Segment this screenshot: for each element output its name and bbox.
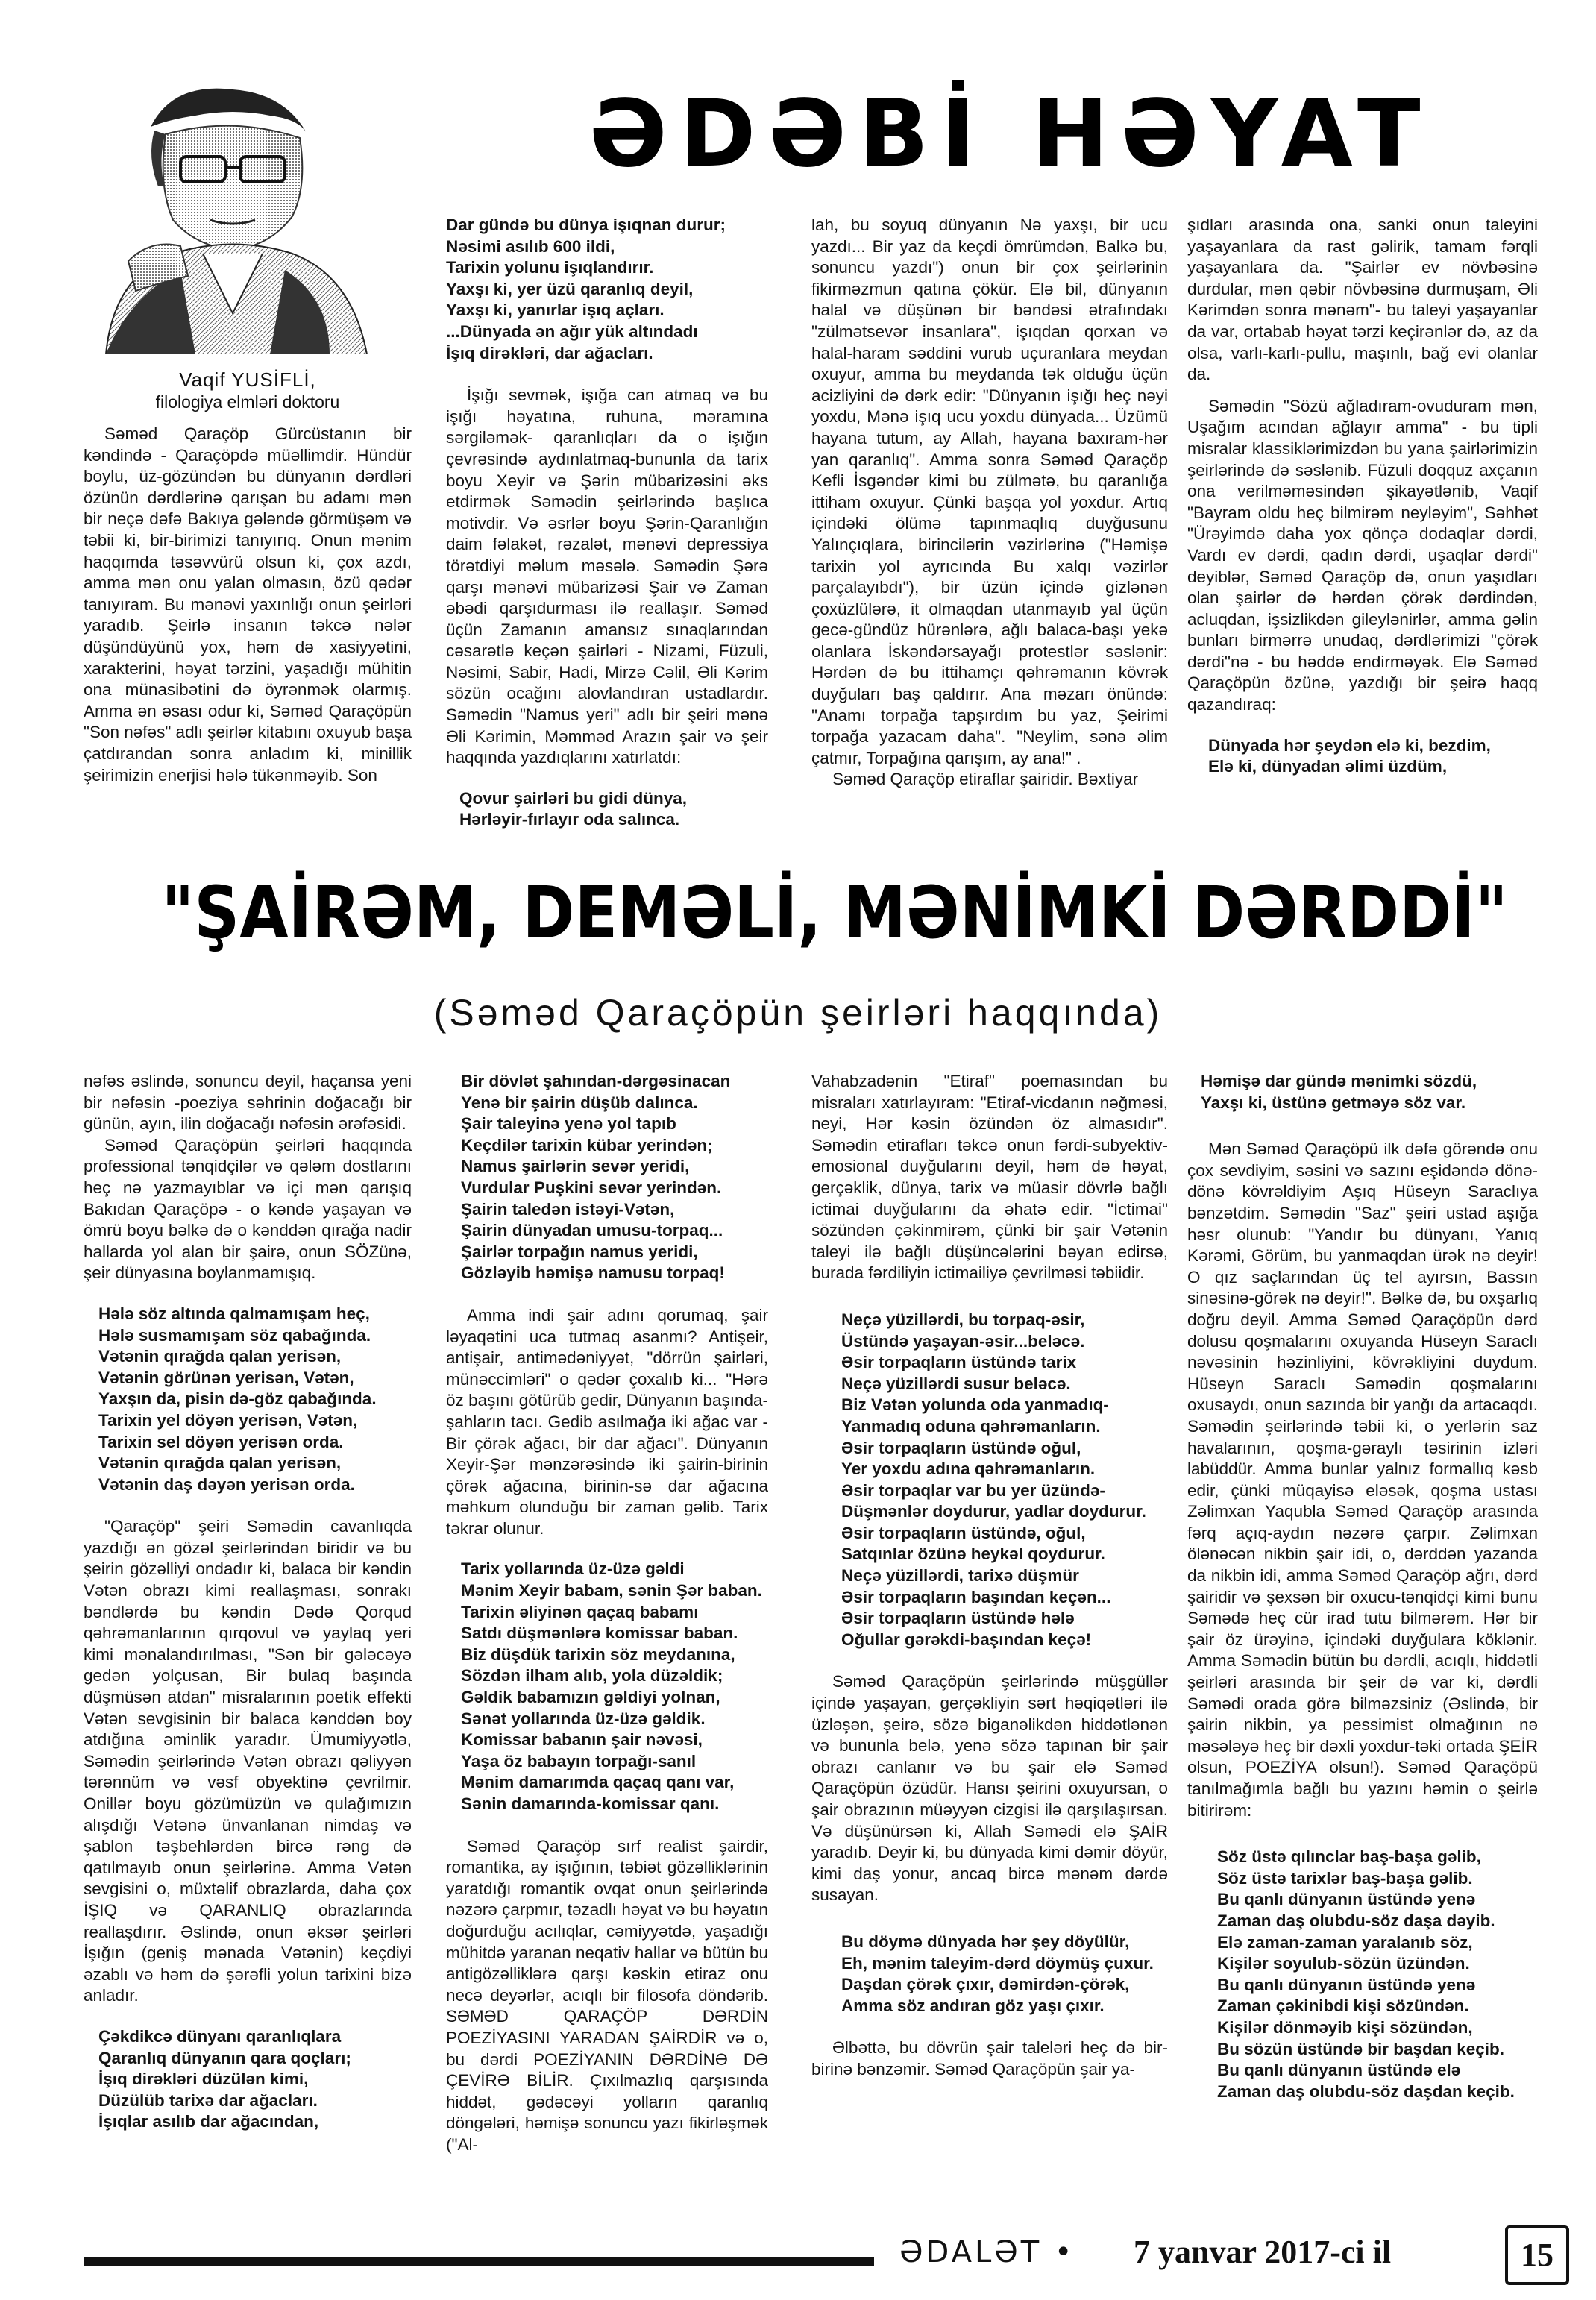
verse-line: Söz üstə tarixlər baş-başa gəlib. bbox=[1217, 1868, 1473, 1888]
verse-line: Düzülüb tarixə dar ağacları. bbox=[98, 2090, 318, 2110]
verse-line: Bu qanlı dünyanın üstündə elə bbox=[1217, 2061, 1461, 2080]
verse-line: Komissar babanın şair nəvəsi, bbox=[461, 1730, 703, 1750]
paragraph: Səməd Qaraçöp etiraflar şairidir. Bəxtiyar bbox=[832, 770, 1139, 789]
paragraph: lah, bu soyuq dünyanın Nə yaxşı, bir ucu yazdı... Bir yaz da keçdi ömrümdən, Balkə bu, sonuncu yazdı") onun bir çox şeirlərinin fikirməzmun qatına çökür. Elə bil, dünyanın halal və düşünən bir bəndəsi ətrafındakı "zülmətsevər insanlara", işıqdan qorxan və halal-haram səddini vurub uçuranlara meydan oxuyur, amma bu meydanda tək olduğu üçün acizliyini də dərk edir: "Dünyanın işığı heç nəyi yoxdu, Mənə işıq ucu yoxdu dünyada... Üzümü hayana tutum, ay Allah, hayana baxıram-hər yan qaranlıq". Amma sonra Səməd Qaraçöp Kefli İsgəndər kimi bu zülmətə, bu qaranlığa ittiham oxuyur. Çünki başqa yol yoxdur. Artıq içindəki ölümə tapınmaqlıq duyğusunu Yalınçıqlara, birincilərin vəzirlərinə ("Həmişə tarixin yol ayrıcında Bu xalqı vəzirlər parçalayıbdı"), bir üzün içində gizlənən çoxüzlülərə, it olmaqdan utanmayıb yal üçün gecə-gündüz hürənlərə, ağlı balaca-başı yekə olanlara İskəndərsayağı protestlər səslənir: Hərdən də bu ittihamçı qəhrəmanın kövrək duyğuları baş qaldırır. Ana məzarı önündə: "Anamı torpağa tapşırdım bu yaz, Şeirimi torpağa yazacam daha". "Neylim, sənə əlim çatmır, Torpağına qarışım, ay ana!" . bbox=[811, 216, 1168, 767]
poem-excerpt bbox=[84, 2026, 412, 2133]
verse-line: Yaxşı ki, yer üzü qaranlıq deyil, bbox=[446, 279, 694, 298]
page-number: 15 bbox=[1505, 2225, 1569, 2285]
poem-excerpt bbox=[1187, 1071, 1538, 1113]
author-title: filologiya elmləri doktoru bbox=[155, 392, 340, 412]
verse-line: Namus şairlərin sevər yeridi, bbox=[461, 1157, 690, 1176]
verse-line: Əsir torpaqların üstündə, oğul, bbox=[841, 1523, 1086, 1542]
verse-line: Bu qanlı dünyanın üstündə yenə bbox=[1217, 1975, 1476, 1994]
author-portrait-image bbox=[84, 75, 371, 354]
verse-line: Vətənin qırağda qalan yerisən, bbox=[98, 1454, 342, 1473]
paragraph: Əlbəttə, bu dövrün şair taleləri heç də bir-birinə bənzəmir. Səməd Qaraçöpün şair ya- bbox=[811, 2038, 1168, 2079]
verse-line: Neçə yüzillərdi, tarixə düşmür bbox=[841, 1566, 1079, 1586]
paragraph: Səmədin "Sözü ağladıram-ovuduram mən, Uşağım acından ağlayır amma" - bu tipli misralar klassiklərimizdən bu yana şairlərimizin şeirlərində də səslənib. Füzuli doqquz axçanın ona verilməməsindən şikayətlənib, Vaqif "Bayram oldu heç bilmirəm neyləyim", Səhhət "Ürəyimdə daha yox qönçə dodaqlar dərdi, Vardı ev dərdi, qadın dərdi, uşaqlar dərdi" deyiblər, Səməd Qaraçöp də, onun yaşıdları olan şairlər də hərdən çörək dərdindən, acluqdan, işsizlikdən gileylənirlər, amma gəlin bunları birmərrə unudaq, dərdlərimizi "çörək dərdi"nə - bu həddə endirməyək. Elə Səməd Qaraçöpün özünə, yazdığı bir şeirə haqq qazandıraq: bbox=[1187, 396, 1538, 714]
issue-date: 7 yanvar 2017-ci il bbox=[1134, 2234, 1392, 2270]
column-8 bbox=[1187, 1071, 1538, 2102]
verse-line: Oğullar gərəkdi-başından keçə! bbox=[841, 1630, 1092, 1649]
verse-line: Yenə bir şairin düşüb dalınca. bbox=[461, 1093, 698, 1112]
verse-line: Mənim damarımda qaçaq qanı var, bbox=[461, 1773, 735, 1792]
article-title: "ŞAİRƏM, DEMƏLİ, MƏNİMKİ DƏRDDİ" bbox=[161, 871, 1508, 955]
verse-line: İşıq dirəkləri düzülən kimi, bbox=[98, 2070, 309, 2089]
verse-line: Satqınlar özünə heykəl qoydurur. bbox=[841, 1545, 1105, 1564]
verse-line: Düşmənlər doydurur, yadlar doydurur. bbox=[841, 1502, 1146, 1521]
paragraph: Səməd Qaraçöp sırf realist şairdir, romantika, ay işığının, təbiət gözəlliklərinin yaratdığı romantik ovqat onun şeirlərində nəzərə çarpmır, təzadlı həyat və bu həyatın doğurduğu acılıqlar, cəmiyyətdə, yaşadığı mühitdə yaranan neqativ hallar və bütün bu antigözəlliklərə qarşı kəskin etiraz onu necə deyərlər, acıqlı bir filosofa döndərib. SƏMƏD QARAÇÖP DƏRDİN POEZİYASINI YARADAN ŞAİRDİR və o, bu dərdi POEZİYANIN DƏRDİNƏ DƏ ÇEVİRƏ BİLİR. Çıxılmazlıq qarşısında hiddət, gədəcəyi yolların qaranlıq döngələri, həmişə sonuncu yazı fikirləşmək ("Al- bbox=[446, 1836, 768, 2154]
verse-line: Əsir torpaqların üstündə tarix bbox=[841, 1353, 1077, 1372]
verse-line: Bu döymə dünyada hər şey döyülür, bbox=[841, 1932, 1130, 1951]
paragraph: İşığı sevmək, işığa can atmaq və bu işığı həyatına, ruhuna, məramına sərgiləmək- qaranlıqları da o işığın çevrəsində aydınlatmaq-bununla da tarix boyu Xeyir və Şərin mübarizəsini əks etdirmək Səmədin şeirlərində başlıca motivdir. Və əsrlər boyu Şərin-Qaranlığın daim fəlakət, rəzalət, mənəvi depressiya törətdiyi məlum məsələ. Səmədin Şərə qarşı mənəvi mübarizəsi Şair və Zaman əbədi qarşıdurması ilə reallaşır. Səməd üçün Zamanın amansız sınaqlarından cəsarətlə keçən şairləri - Nizami, Füzuli, Nəsimi, Sabir, Hadi, Mirzə Cəlil, Əli Kərim sözün ocağını alovlandıran ustadlardır. Səmədin "Namus yeri" adlı bir şeiri mənə Əli Kərimin, Məmməd Arazın şair və şeir haqqında yazdıqlarını xatırlatdı: bbox=[446, 386, 768, 767]
poem-excerpt bbox=[446, 215, 768, 364]
verse-line: Kişilər soyulub-sözün üzündən. bbox=[1217, 1954, 1470, 1973]
verse-line: Tarixin sel döyən yerisən orda. bbox=[98, 1432, 344, 1451]
article-subtitle: (Səməd Qaraçöpün şeirləri haqqında) bbox=[433, 992, 1163, 1034]
verse-line: Vətənin qırağda qalan yerisən, bbox=[98, 1347, 342, 1366]
verse-line: Eh, mənim taleyim-dərd döymüş çuxur. bbox=[841, 1953, 1154, 1973]
section-title: ƏDƏBİ HƏYAT bbox=[588, 81, 1433, 188]
verse-line: Gözləyib həmişə namusu torpaq! bbox=[461, 1263, 725, 1283]
verse-line: Bu sözün üstündə bir başdan keçib. bbox=[1217, 2039, 1505, 2058]
poem-excerpt bbox=[811, 1310, 1168, 1651]
verse-line: Hərləyir-fırlayır oda salınca. bbox=[459, 810, 680, 829]
paragraph: "Qaraçöp" şeiri Səmədin cavanlıqda yazdığı ən gözəl şeirlərindən biridir və bu şeirin gözəlliyi ondadır ki, balaca bir kəndin Vətən obrazı kimi reallaşması, sonrakı bəndlərdə bu kəndin Dədə Qorqud qəhrəmanlarının qırqovul və yaylaq yeri kimi mənalandırılması, "Sən bir gələcəyə gedən yolçusan, Bir bulaq başında düşmüsən atdan" misralarının poetik effekti Vətən sevgisinin bir balaca kənddən boy atdığına əminlik yaradır. Ümumiyyətlə, Səmədin şeirlərində Vətən obrazı qəliyyən tərənnüm və vəsf obyektinə çevrilmir. Onillər boyu gözümüzün və qulağımızın alışdığı Vətənə ünvanlanan nimdaş və şablon təşbehlərdən bircə rəng də qatılmayıb onun şeirlərinə. Amma Vətən sevgisini o, müxtəlif obrazlarda, daha çox İŞIQ və QARANLIQ obrazlarında reallaşdırır. Əslində, onun əksər şeirləri İşığın (geniş mənada Vətənin) keçdiyi əzablı və həm də şərəfli yolun tarixini bizə anladır. bbox=[84, 1517, 412, 2005]
verse-line: Yanmadıq oduna qəhrəmanların. bbox=[841, 1416, 1101, 1436]
verse-line: Vətənin görünən yerisən, Vətən, bbox=[98, 1368, 354, 1387]
verse-line: Yaxşı ki, yanırlar işıq açları. bbox=[446, 301, 665, 320]
paragraph: nəfəs əslində, sonuncu deyil, haçansa yeni bir nəfəsin -poeziya səhrinin doğacağı bir günün, ayın, ilin doğacağı nəfəsin ərəfəsidi. bbox=[84, 1072, 412, 1134]
paragraph: Vahabzadənin "Etiraf" poemasından bu misraları xatırlayıram: "Etiraf-vicdanın nəğməsi, neyi, Hər kəsin özündən öz almasıdır". Səmədin etirafları təkcə onun fərdi-subyektiv-emosional duyğularını deyil, həm də həyat, gerçəklik, dünya, tarix və müasir dövrlə bağlı ictimai duyğularını da əhatə edir. "İctimai" sözündən çəkinmirəm, çünki bir şair Vətənin taleyi ilə bağlı düşüncələrini bəyan edirsə, burada fərdiliyin ictimailiyə çevrilməsi təbiidir. bbox=[811, 1072, 1168, 1283]
paragraph: Səməd Qaraçöpün şeirləri haqqında professional tənqidçilər və qələm dostlarını heç nə yazmayıblar və içi mən qarışıq Bakıdan Qaraçöpə - o kəndə yaşayan və ömrü boyu bəlkə də o kənddən qırağa nadir hallarda yol alan bir şairə, onun SÖZünə, şeir dünyasına boylanmamışıq. bbox=[84, 1135, 412, 1283]
verse-line: Üstündə yaşayan-əsir...beləcə. bbox=[841, 1331, 1085, 1351]
poem-excerpt bbox=[84, 1304, 412, 1495]
poem-excerpt bbox=[1187, 735, 1538, 778]
verse-line: Zaman çəkinibdi kişi sözündən. bbox=[1217, 1996, 1469, 2016]
verse-line: Neçə yüzillərdi, bu torpaq-əsir, bbox=[841, 1310, 1085, 1329]
verse-line: Əsir torpaqların başından keçən... bbox=[841, 1587, 1111, 1606]
verse-line: Elə zaman-zaman yaralanıb söz, bbox=[1217, 1932, 1473, 1952]
verse-line: Sənət yollarında üz-üzə gəldik. bbox=[461, 1709, 706, 1728]
verse-line: Yaxşı ki, üstünə getməyə söz var. bbox=[1201, 1093, 1466, 1112]
column-5 bbox=[84, 1071, 412, 2133]
verse-line: Sözdən ilham alıb, yola düzəldik; bbox=[461, 1666, 723, 1685]
verse-line: Əsir torpaqlar var bu yer üzündə- bbox=[841, 1480, 1105, 1500]
footer-rule bbox=[84, 2257, 874, 2266]
verse-line: İşıqlar asılıb dar ağacından, bbox=[98, 2112, 319, 2131]
verse-line: Mənim Xeyir babam, sənin Şər baban. bbox=[461, 1581, 762, 1600]
column-6 bbox=[446, 1071, 768, 2156]
verse-line: Gəldik babamızın gəldiyi yolnan, bbox=[461, 1688, 720, 1707]
verse-line: Qaranlıq dünyanın qara qoçları; bbox=[98, 2048, 351, 2067]
column-4 bbox=[1187, 215, 1538, 778]
paragraph: şıdları arasında ona, sanki onun taleyini yaşayanlara da rast gəlirik, tamam fərqli yaşayanlara da. "Şairlər ev növbəsinə durdular, mən qəbir növbəsinə durmuşam, Əli Kərimdən sonra mənəm"- bu taleyi yaşayanlar da var, ortabab həyat tərzi keçirənlər də, az da olsa, varlı-karlı-pullu, maşınlı, bağ evi olanlar da. bbox=[1187, 216, 1538, 384]
poem-excerpt bbox=[1187, 1847, 1538, 2102]
verse-line: Zaman daş olubdu-söz daşa dəyib. bbox=[1217, 1911, 1495, 1930]
verse-line: Şairin dünyadan umusu-torpaq... bbox=[461, 1221, 723, 1240]
verse-line: Bir dövlət şahından-dərgəsinacan bbox=[461, 1072, 731, 1090]
verse-line: Əsir torpaqların üstündə oğul, bbox=[841, 1438, 1081, 1457]
poem-excerpt bbox=[446, 1559, 768, 1814]
verse-line: Vurdular Puşkini sevər yerindən. bbox=[461, 1178, 722, 1197]
verse-line: Qovur şairləri bu gidi dünya, bbox=[459, 788, 688, 808]
column-3 bbox=[811, 215, 1168, 791]
verse-line: Daşdan çörək çıxır, dəmirdən-çörək, bbox=[841, 1975, 1130, 1994]
verse-line: Yaxşın da, pisin də-göz qabağında. bbox=[98, 1389, 377, 1409]
verse-line: Tarixin yolunu işıqlandırır. bbox=[446, 258, 654, 277]
verse-line: Satdı düşmənlərə komissar baban. bbox=[461, 1624, 738, 1643]
poem-excerpt bbox=[446, 1071, 768, 1284]
verse-line: Elə ki, dünyadan əlimi üzdüm, bbox=[1208, 757, 1448, 776]
verse-line: Şairin taledən istəyi-Vətən, bbox=[461, 1199, 675, 1219]
verse-line: Nəsimi asılıb 600 ildi, bbox=[446, 236, 615, 256]
verse-line: Söz üstə qılınclar baş-başa gəlib, bbox=[1217, 1847, 1481, 1867]
column-2 bbox=[446, 215, 768, 831]
verse-line: Əsir torpaqların üstündə hələ bbox=[841, 1609, 1075, 1628]
column-7 bbox=[811, 1071, 1168, 2081]
verse-line: Çəkdikcə dünyanı qaranlıqlara bbox=[98, 2026, 342, 2046]
newspaper-name: ƏDALƏT • bbox=[899, 2235, 1075, 2269]
verse-line: Biz düşdük tarixin söz meydanına, bbox=[461, 1644, 735, 1664]
verse-line: Zaman daş olubdu-söz daşdan keçib. bbox=[1217, 2081, 1515, 2101]
paragraph: Amma indi şair adını qorumaq, şair ləyaqətini uca tutmaq asanmı? Antişeir, antişair, antimədəniyyət, "dörrün şairləri, münəccimləri" o qədər çoxalıb ki... "Hərə öz başını götürüb gedir, Dünyanın başında-şahların tacı. Gedib asılmağa iki ağac var - Bir çörək ağacı, bir dar ağacı". Dünyanın Xeyir-Şər mənzərəsində iki şairin-birinin çörək ağacına, birinin-sə dar ağacına məhkum olunduğu bir zaman gəlib. Tarix təkrar olunur. bbox=[446, 1305, 768, 1538]
poem-excerpt bbox=[446, 788, 768, 831]
verse-line: Hələ susmamışam söz qabağında. bbox=[98, 1325, 371, 1345]
author-photo bbox=[84, 75, 371, 354]
verse-line: Vətənin daş dəyən yerisən orda. bbox=[98, 1474, 355, 1494]
verse-line: Tarix yollarında üz-üzə gəldi bbox=[461, 1559, 685, 1579]
verse-line: İşıq dirəkləri, dar ağacları. bbox=[446, 343, 653, 362]
paragraph: Mən Səməd Qaraçöpü ilk dəfə görəndə onu çox sevdiyim, səsini və sazını eşidəndə dönə-dönə kövrəldiyim Aşıq Hüseyn Saraclıya bənzətdim. Səmədin "Saz" şeiri ustad aşığa həsr olunub: "Yandır bu dünyanı, Yanıq Kərəmi, Görüm, bu yanmaqdan ürək nə deyir! O qız saçlarından üç tel ayırsın, Bassın sinəsinə-görək nə deyir!". Bəlkə də, bu oxşarlıq doğru deyil. Amma Səməd Qaraçöpün dərd dolusu qoşmalarını oxuyanda Hüseyn Saraclı nəvəsinin həzinliyini, kövrəkliyini duydum. Hüseyn Saraclı Səmədin qoşmalarını oxusaydı, onun sazında bir yanğı da artacaqdı. Səmədin şeirlərində təbii ki, o yerlərin saz havalarının, qoşma-gəraylı təsirinin izləri labüddür. Amma bunlar yalnız formallıq kəsb edir, çünki müqayisə eləsək, qoşma ustası Zəlimxan Yaqubla Səməd Qaraçöp arasında fərq açıq-aydın nəzərə çarpır. Zəlimxan ölənəcən nikbin şair idi, o, dərddən yazanda da nikbin idi, amma Səməd Qaraçöp ağrı, dərd şairidir və şexsən bir oxucu-tənqidçi kimi bunu Səmədə heç cür irad tutu bilmərəm. Hər bir şair öz ürəyinə, içindəki duyğulara köklənir. Amma Səmədin bütün bu dərdli, acıqlı, hiddətli şeirləri arasında bir şeir də var ki, dərdli Səmədi orada görə bilməzsiniz (Əslində, bir şairin nikbin, ya pessimist olmağının nə məsələyə heç bir dəxli yoxdur-təki ortada ŞEİR olsun, POEZİYA olsun!). Səməd Qaraçöpü tanılmağımla bağlı bu yazını həmin o şeirlə bitirirəm: bbox=[1187, 1140, 1538, 1820]
verse-line: Şairlər torpağın namus yeridi, bbox=[461, 1242, 698, 1261]
verse-line: Dünyada hər şeydən elə ki, bezdim, bbox=[1208, 735, 1491, 755]
verse-line: Tarixin əliyinən qaçaq babamı bbox=[461, 1602, 699, 1621]
verse-line: Yer yoxdu adına qəhrəmanların. bbox=[841, 1460, 1096, 1479]
verse-line: Kişilər dönməyib kişi sözündən, bbox=[1217, 2017, 1473, 2037]
verse-line: Keçdilər tarixin kübar yerindən; bbox=[461, 1135, 713, 1154]
verse-line: Şair taleyinə yenə yol tapıb bbox=[461, 1114, 676, 1134]
verse-line: Amma söz andıran göz yaşı çıxır. bbox=[841, 1996, 1105, 2015]
paragraph: Səməd Qaraçöpün şeirlərində müşgüllər içində yaşayan, gerçəkliyin sərt həqiqətləri ilə üzləşən, şeirə, sözə biganəlikdən hiddətlənən və bununla belə, yenə sözə tapınan bir şair obrazı canlanır və bu şair elə Səməd Qaraçöpün özüdür. Hansı şeirini oxuyursan, o şair obrazının müəyyən cizgisi ilə qarşılaşırsan. Və düşünürsən ki, Allah Səmədi elə ŞAİR yaradıb. Deyir ki, bu dünyada kimi dəmir döyür, kimi daş yonur, ancaq bircə mənəm dərdə susayan. bbox=[811, 1672, 1168, 1905]
verse-line: Neçə yüzillərdi susur beləcə. bbox=[841, 1374, 1071, 1393]
verse-line: Biz Vətən yolunda oda yanmadıq- bbox=[841, 1395, 1109, 1415]
author-name: Vaqif YUSİFLİ, bbox=[179, 368, 316, 391]
verse-line: Hələ söz altında qalmamışam heç, bbox=[98, 1304, 370, 1323]
paragraph: Səməd Qaraçöp Gürcüstanın bir kəndində - Qaraçöpdə müəllimdir. Hündür boylu, üz-gözündən bu dünyanın dərdləri özünün dərdlərinə qarışan bu adamı mən bir neçə dəfə Bakıya gələndə görmüşəm və təbii ki, bir-birimizi tanıyırıq. Onun mənim haqqımda təsəvvürü olsun ki, çox azdı, amma mən onu yalan olmasın, özü qədər tanıyıram. Bu mənəvi yaxınlığı onun şeirləri yaradıb. Şeirlə insanın təkcə nələr düşündüyünü yox, həm də xasiyyətini, xarakterini, həyat tərzini, yaşadığı mühitin ona münasibətini də öyrənmək olarmış. Amma ən əsası odur ki, Səməd Qaraçöpün "Son nəfəs" adlı şeirlər kitabını oxuyub başa çatdırandan sonra anladım ki, minillik şeirimizin enerjisi hələ tükənməyib. Son bbox=[84, 424, 412, 785]
verse-line: Yaşa öz babayın torpağı-sanıl bbox=[461, 1751, 697, 1770]
verse-line: Sənin damarında-komissar qanı. bbox=[461, 1794, 720, 1813]
verse-line: Tarixin yel döyən yerisən, Vətən, bbox=[98, 1410, 358, 1430]
verse-line: ...Dünyada ən ağır yük altındadı bbox=[446, 321, 698, 341]
column-1 bbox=[84, 424, 412, 786]
poem-excerpt bbox=[811, 1932, 1168, 2017]
verse-line: Həmişə dar gündə mənimki sözdü, bbox=[1201, 1072, 1477, 1090]
verse-line: Dar gündə bu dünya işıqnan durur; bbox=[446, 216, 726, 234]
verse-line: Bu qanlı dünyanın üstündə yenə bbox=[1217, 1890, 1476, 1909]
